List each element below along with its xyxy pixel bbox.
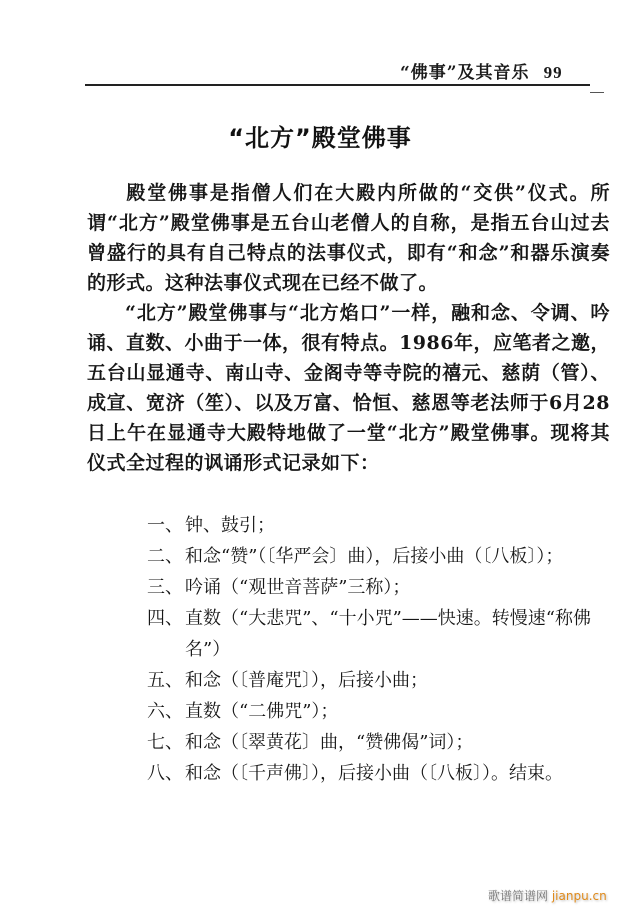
ritual-steps-list — [147, 510, 612, 789]
list-item: 五、 和念（〔普庵咒〕），后接小曲； — [147, 670, 428, 691]
watermark-site-name: 歌谱简谱网 — [488, 889, 549, 903]
list-item: 六、 直数（“二佛咒”）； — [147, 701, 339, 722]
paragraph-2 — [87, 298, 610, 478]
list-item: 七、 和念（〔翠黄花〕曲，“赞佛偈”词）； — [147, 732, 474, 753]
page-number: 99 — [543, 63, 563, 82]
list-item: 八、 和念（〔千声佛〕），后接小曲（〔八板〕）。结束。 — [147, 763, 563, 784]
list-item: 二、 和念“赞”（〔华严会〕曲），后接小曲（〔八板〕）； — [147, 546, 564, 567]
running-head — [400, 58, 563, 83]
watermark-url: jianpu.cn — [551, 889, 607, 903]
header-rule — [85, 84, 590, 86]
paragraph-text: “北方”殿堂佛事与“北方焰口”一样，融和念、令调、吟诵、直数、小曲于一体，很有特点。1986年，应笔者之邀，五台山显通寺、南山寺、金阁寺等寺院的禧元、慈荫（管）、成宣、宽济（笙）、以及万富、恰恒、慈恩等老法师于6月28日上午在显通寺大殿特地做了一堂“北方”殿堂佛事。现将其仪式全过程的讽诵形式记录如下： — [87, 302, 610, 474]
list-item: 一、 钟、鼓引； — [147, 515, 275, 536]
paragraph-text: 殿堂佛事是指僧人们在大殿内所做的“交供”仪式。所谓“北方”殿堂佛事是五台山老僧人的自称，是指五台山过去曾盛行的具有自己特点的法事仪式，即有“和念”和器乐演奏的形式。这种法事仪式现在已经不做了。 — [87, 182, 610, 294]
paragraph-1 — [87, 178, 610, 298]
article-title: “北方”殿堂佛事 — [228, 124, 412, 152]
watermark — [488, 887, 607, 904]
list-item: 四、 直数（“大悲咒”、“十小咒”——快速。转慢速“称佛名”） — [147, 608, 592, 660]
running-title: “佛事”及其音乐 — [400, 63, 530, 83]
list-item: 三、 吟诵（“观世音菩萨”三称）； — [147, 577, 411, 598]
rule-mark — [590, 92, 604, 93]
